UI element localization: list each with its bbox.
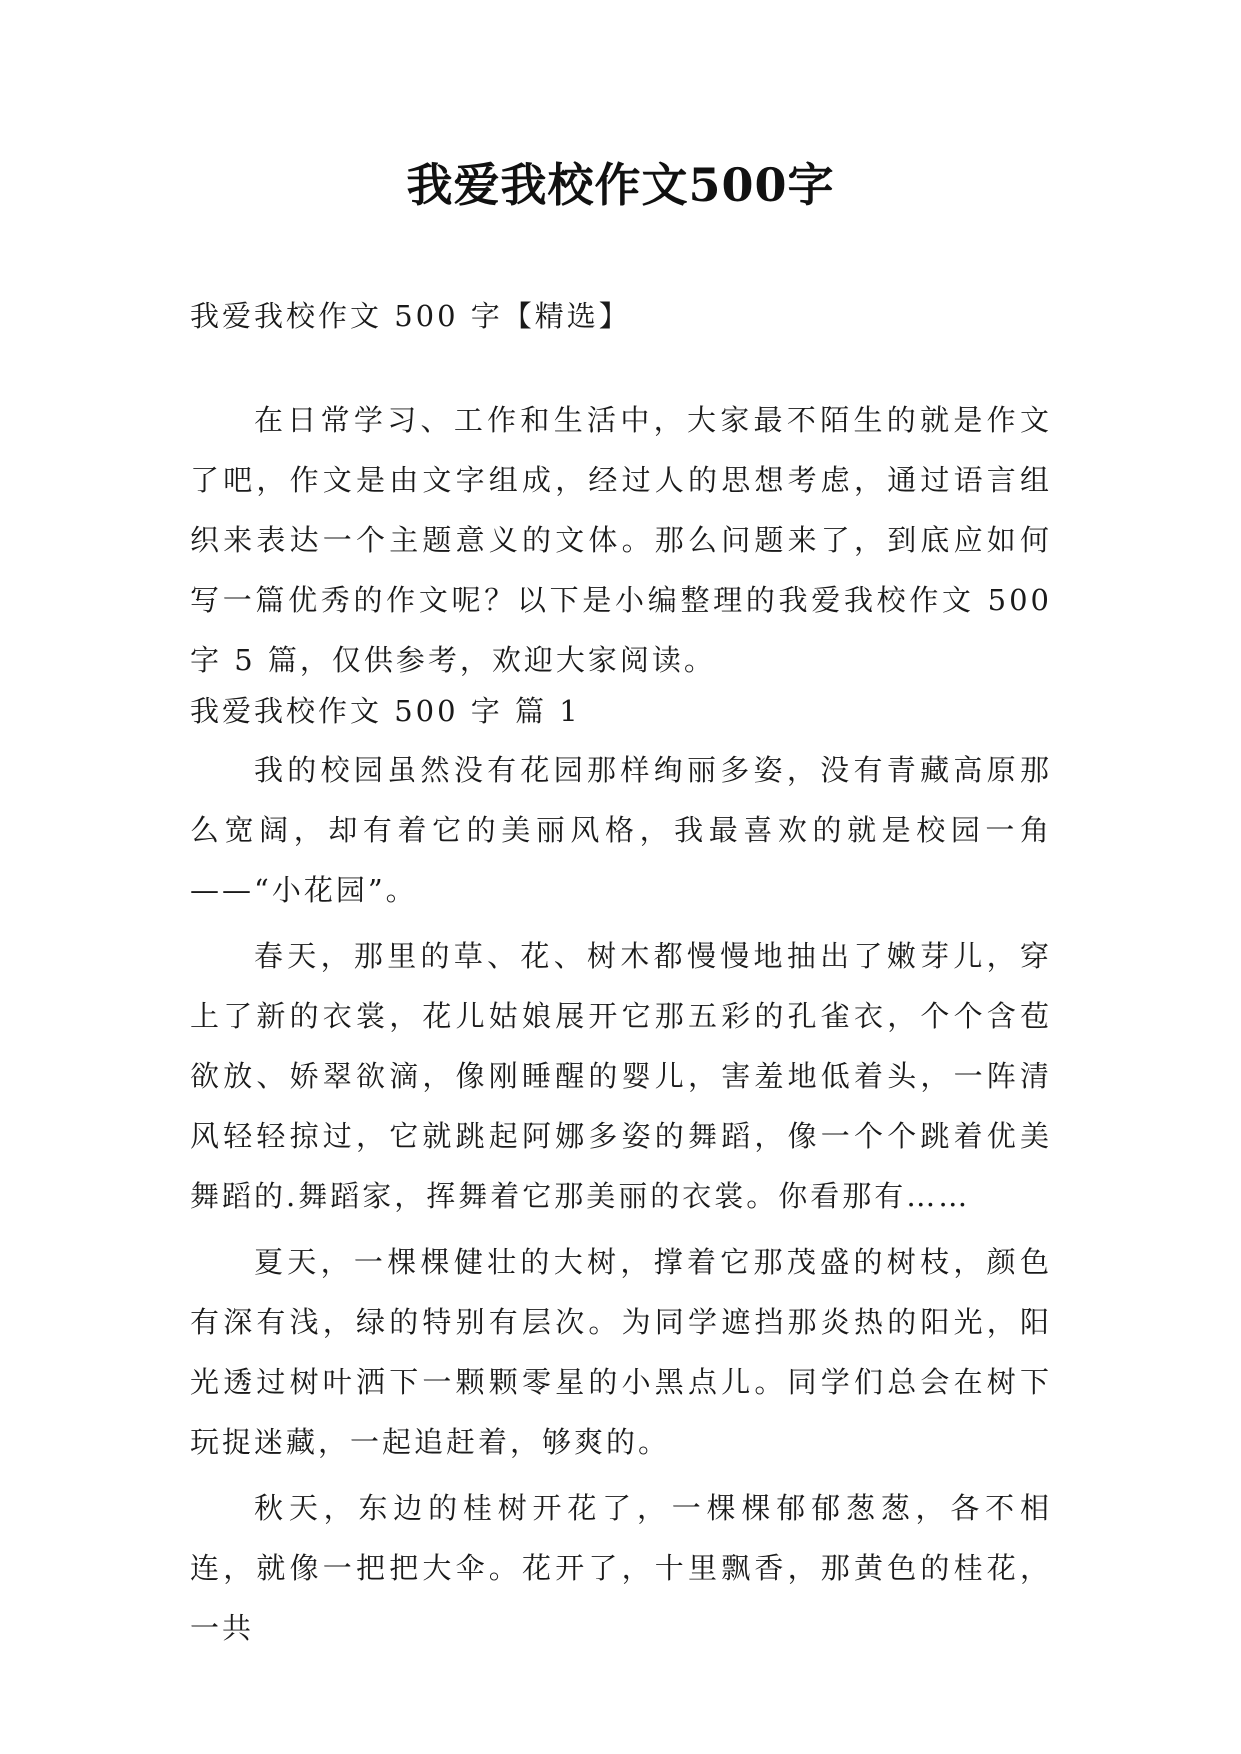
document-body bbox=[190, 286, 1052, 1658]
body-paragraph: 春天，那里的草、花、树木都慢慢地抽出了嫩芽儿，穿上了新的衣裳，花儿姑娘展开它那五彩的孔雀衣，个个含苞欲放、娇翠欲滴，像刚睡醒的婴儿，害羞地低着头，一阵清风轻轻掠过，它就跳起阿娜多姿的舞蹈，像一个个跳着优美舞蹈的.舞蹈家，挥舞着它那美丽的衣裳。你看那有…… bbox=[190, 939, 1052, 1213]
body-paragraph: 夏天，一棵棵健壮的大树，撑着它那茂盛的树枝，颜色有深有浅，绿的特别有层次。为同学遮挡那炎热的阳光，阳光透过树叶洒下一颗颗零星的小黑点儿。同学们总会在树下玩捉迷藏，一起追赶着，够爽的。 bbox=[190, 1245, 1052, 1459]
intro-paragraph: 在日常学习、工作和生活中，大家最不陌生的就是作文了吧，作文是由文字组成，经过人的思想考虑，通过语言组织来表达一个主题意义的文体。那么问题来了，到底应如何写一篇优秀的作文呢？以下是小编整理的我爱我校作文 500 字 5 篇，仅供参考，欢迎大家阅读。 bbox=[190, 403, 1052, 677]
document-title: 我爱我校作文500字 bbox=[406, 158, 835, 212]
body-paragraph: 我的校园虽然没有花园那样绚丽多姿，没有青藏高原那么宽阔，却有着它的美丽风格，我最喜欢的就是校园一角——“小花园”。 bbox=[190, 753, 1052, 907]
body-paragraph: 秋天，东边的桂树开花了，一棵棵郁郁葱葱，各不相连，就像一把把大伞。花开了，十里飘香，那黄色的桂花，一共 bbox=[190, 1491, 1052, 1645]
document-subtitle: 我爱我校作文 500 字【精选】 bbox=[190, 299, 631, 333]
section-heading: 我爱我校作文 500 字 篇 1 bbox=[190, 694, 581, 728]
